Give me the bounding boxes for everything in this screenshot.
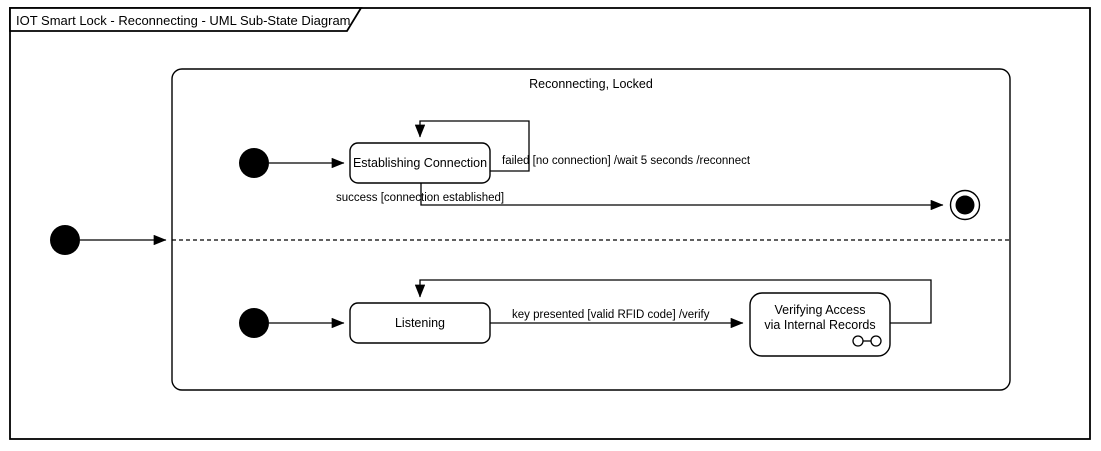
transition-key-presented-label: key presented [valid RFID code] /verify — [512, 309, 710, 321]
state-establishing-connection-label: Establishing Connection — [352, 156, 488, 170]
final-state-icon — [951, 191, 980, 220]
state-verifying-access — [750, 293, 890, 356]
state-verifying-access-label-line2: via Internal Records — [764, 318, 876, 332]
composite-state-title: Reconnecting, Locked — [529, 77, 653, 91]
transition-success-label: success [connection established] — [336, 192, 505, 204]
initial-state-icon-bottom-region — [239, 308, 269, 338]
state-establishing-connection — [350, 143, 490, 183]
state-listening-label: Listening — [394, 316, 446, 330]
state-listening — [350, 303, 490, 343]
frame-title: IOT Smart Lock - Reconnecting - UML Sub-State Diagram — [16, 13, 351, 28]
initial-state-icon-top-region — [239, 148, 269, 178]
state-verifying-access-label-line1: Verifying Access — [774, 303, 866, 317]
final-state-inner-dot — [956, 196, 975, 215]
initial-state-icon — [50, 225, 80, 255]
transition-failed-label: failed [no connection] /wait 5 seconds /reconnect — [502, 155, 751, 167]
